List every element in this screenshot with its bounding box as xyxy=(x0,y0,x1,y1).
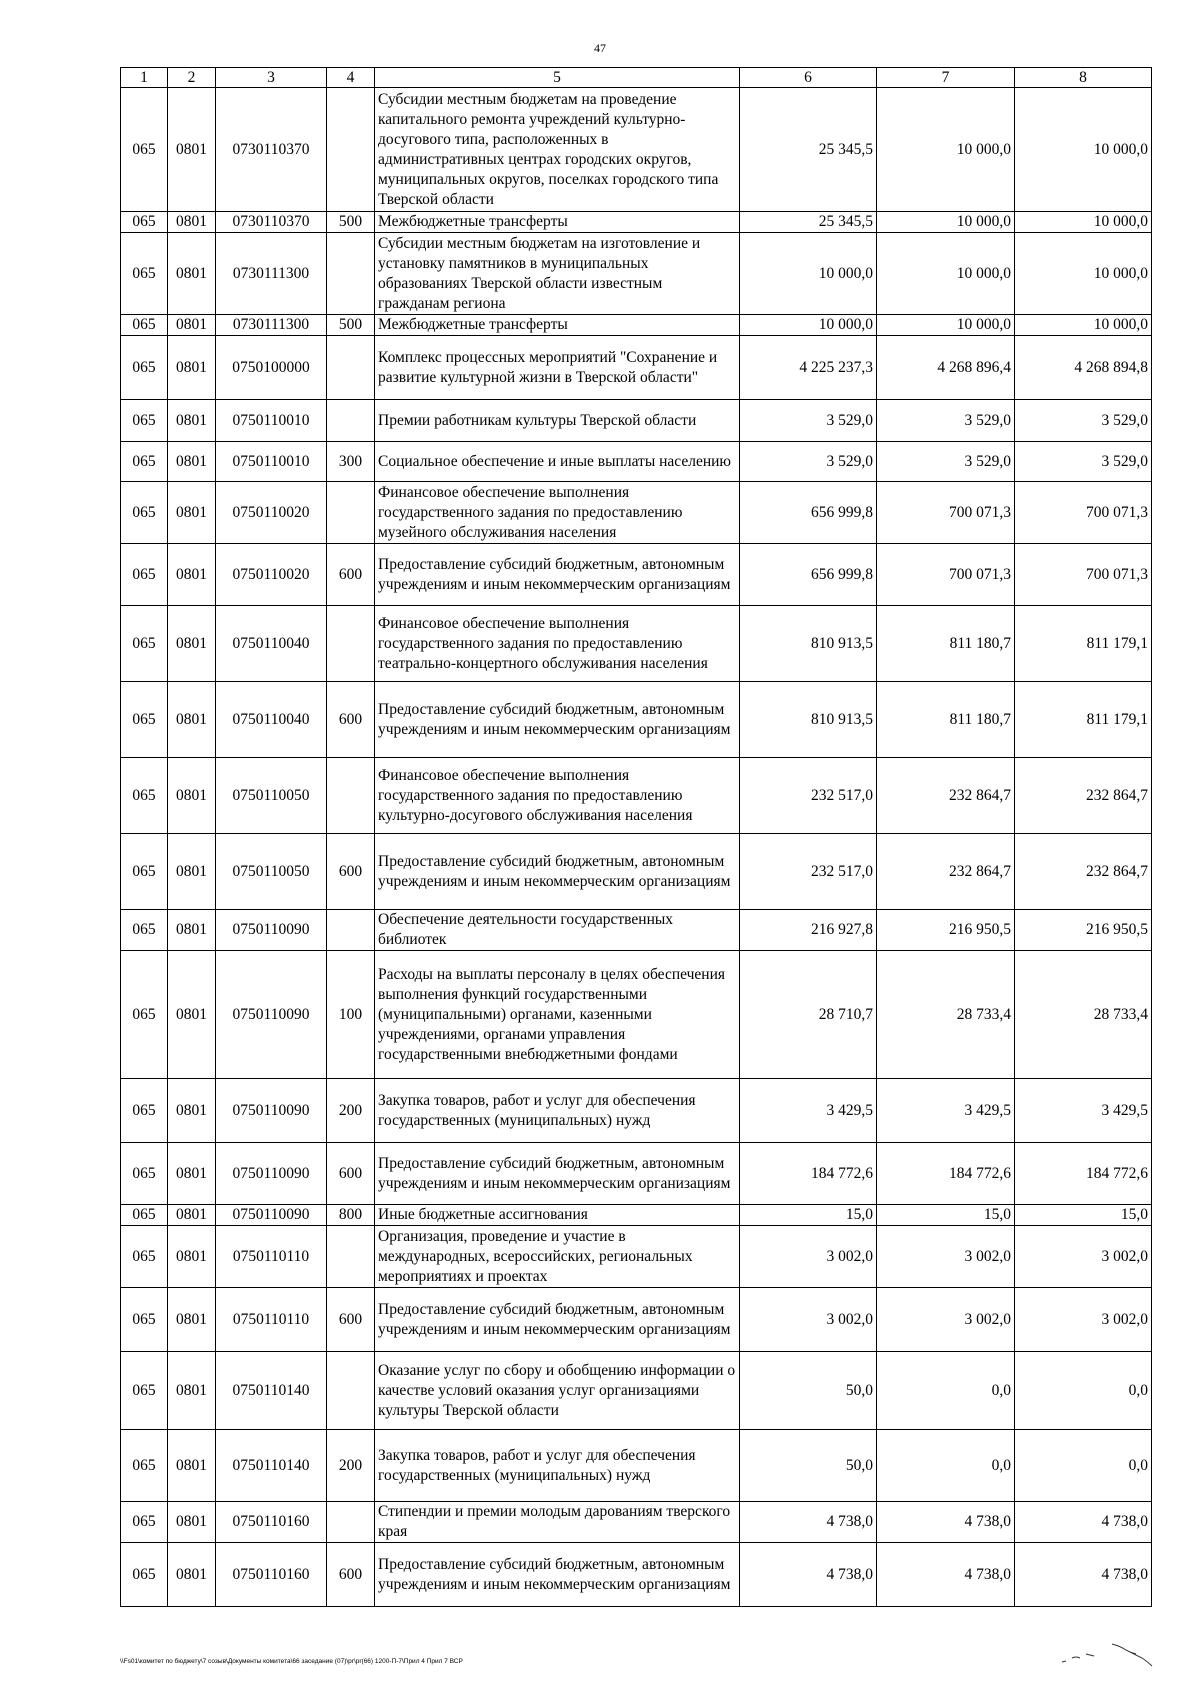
cell-expense-type xyxy=(327,910,375,951)
cell-amount-col7: 4 268 896,4 xyxy=(877,336,1015,400)
cell-department: 065 xyxy=(121,1205,168,1226)
cell-target-code: 0750110160 xyxy=(216,1502,327,1543)
cell-expense-type: 600 xyxy=(327,544,375,606)
cell-expense-type xyxy=(327,1502,375,1543)
cell-amount-col7: 3 529,0 xyxy=(877,442,1015,482)
cell-amount-col8: 3 429,5 xyxy=(1015,1079,1152,1143)
table-row xyxy=(121,442,1152,482)
cell-description: Закупка товаров, работ и услуг для обеспечения государственных (муниципальных) нужд xyxy=(375,1430,740,1502)
cell-target-code: 0750110040 xyxy=(216,682,327,758)
cell-description: Предоставление субсидий бюджетным, автономным учреждениям и иным некоммерческим организациям xyxy=(375,1288,740,1352)
cell-amount-col8: 0,0 xyxy=(1015,1430,1152,1502)
cell-description: Закупка товаров, работ и услуг для обеспечения государственных (муниципальных) нужд xyxy=(375,1079,740,1143)
cell-department: 065 xyxy=(121,1143,168,1205)
cell-department: 065 xyxy=(121,544,168,606)
cell-section: 0801 xyxy=(168,1430,216,1502)
cell-expense-type: 200 xyxy=(327,1079,375,1143)
cell-department: 065 xyxy=(121,212,168,233)
cell-expense-type xyxy=(327,88,375,212)
cell-amount-col7: 10 000,0 xyxy=(877,315,1015,336)
cell-amount-col6: 656 999,8 xyxy=(740,482,877,544)
cell-target-code: 0750110090 xyxy=(216,1205,327,1226)
cell-department: 065 xyxy=(121,1502,168,1543)
cell-target-code: 0750110160 xyxy=(216,1543,327,1607)
cell-amount-col6: 656 999,8 xyxy=(740,544,877,606)
cell-expense-type xyxy=(327,336,375,400)
cell-expense-type: 600 xyxy=(327,1288,375,1352)
cell-description: Межбюджетные трансферты xyxy=(375,212,740,233)
cell-amount-col7: 4 738,0 xyxy=(877,1543,1015,1607)
cell-amount-col7: 0,0 xyxy=(877,1430,1015,1502)
cell-amount-col7: 184 772,6 xyxy=(877,1143,1015,1205)
table-row xyxy=(121,606,1152,682)
cell-amount-col6: 3 002,0 xyxy=(740,1288,877,1352)
cell-description: Расходы на выплаты персоналу в целях обеспечения выполнения функций государственными (муниципальными) органами, казенными учреждениями, органами управления государственными внебюджетными фондами xyxy=(375,951,740,1079)
cell-amount-col7: 811 180,7 xyxy=(877,682,1015,758)
cell-description: Оказание услуг по сбору и обобщению информации о качестве условий оказания услуг организациями культуры Тверской области xyxy=(375,1352,740,1430)
cell-section: 0801 xyxy=(168,233,216,315)
cell-department: 065 xyxy=(121,606,168,682)
table-row xyxy=(121,233,1152,315)
cell-amount-col7: 3 429,5 xyxy=(877,1079,1015,1143)
table-row xyxy=(121,1288,1152,1352)
cell-target-code: 0730111300 xyxy=(216,315,327,336)
cell-amount-col7: 15,0 xyxy=(877,1205,1015,1226)
cell-target-code: 0750110110 xyxy=(216,1288,327,1352)
cell-amount-col8: 811 179,1 xyxy=(1015,606,1152,682)
cell-department: 065 xyxy=(121,682,168,758)
cell-description: Предоставление субсидий бюджетным, автономным учреждениям и иным некоммерческим организациям xyxy=(375,1143,740,1205)
cell-amount-col6: 3 529,0 xyxy=(740,400,877,442)
cell-amount-col8: 0,0 xyxy=(1015,1352,1152,1430)
cell-description: Предоставление субсидий бюджетным, автономным учреждениям и иным некоммерческим организациям xyxy=(375,834,740,910)
cell-description: Комплекс процессных мероприятий "Сохранение и развитие культурной жизни в Тверской области" xyxy=(375,336,740,400)
cell-amount-col8: 3 002,0 xyxy=(1015,1226,1152,1288)
cell-target-code: 0730110370 xyxy=(216,88,327,212)
cell-amount-col7: 811 180,7 xyxy=(877,606,1015,682)
table-row xyxy=(121,1430,1152,1502)
cell-amount-col7: 4 738,0 xyxy=(877,1502,1015,1543)
table-row xyxy=(121,1226,1152,1288)
column-header: 5 xyxy=(375,68,740,88)
cell-description: Стипендии и премии молодым дарованиям тверского края xyxy=(375,1502,740,1543)
cell-description: Обеспечение деятельности государственных библиотек xyxy=(375,910,740,951)
cell-amount-col8: 3 529,0 xyxy=(1015,442,1152,482)
cell-section: 0801 xyxy=(168,1543,216,1607)
table-row xyxy=(121,834,1152,910)
cell-description: Финансовое обеспечение выполнения государственного задания по предоставлению культурно-досугового обслуживания населения xyxy=(375,758,740,834)
cell-section: 0801 xyxy=(168,910,216,951)
table-body xyxy=(121,88,1152,1607)
column-number-row xyxy=(121,68,1152,88)
cell-expense-type xyxy=(327,758,375,834)
cell-target-code: 0750110140 xyxy=(216,1352,327,1430)
cell-amount-col7: 10 000,0 xyxy=(877,233,1015,315)
cell-amount-col8: 3 002,0 xyxy=(1015,1288,1152,1352)
cell-section: 0801 xyxy=(168,1143,216,1205)
cell-amount-col6: 3 429,5 xyxy=(740,1079,877,1143)
cell-description: Предоставление субсидий бюджетным, автономным учреждениям и иным некоммерческим организациям xyxy=(375,682,740,758)
cell-amount-col8: 10 000,0 xyxy=(1015,315,1152,336)
cell-target-code: 0750110090 xyxy=(216,1079,327,1143)
cell-amount-col8: 4 738,0 xyxy=(1015,1543,1152,1607)
table-row xyxy=(121,1543,1152,1607)
cell-expense-type: 100 xyxy=(327,951,375,1079)
cell-description: Предоставление субсидий бюджетным, автономным учреждениям и иным некоммерческим организациям xyxy=(375,544,740,606)
cell-expense-type xyxy=(327,606,375,682)
cell-amount-col6: 4 738,0 xyxy=(740,1543,877,1607)
cell-target-code: 0750110050 xyxy=(216,758,327,834)
cell-target-code: 0750110090 xyxy=(216,1143,327,1205)
cell-amount-col8: 15,0 xyxy=(1015,1205,1152,1226)
cell-department: 065 xyxy=(121,834,168,910)
cell-amount-col7: 10 000,0 xyxy=(877,212,1015,233)
cell-amount-col8: 10 000,0 xyxy=(1015,88,1152,212)
cell-section: 0801 xyxy=(168,212,216,233)
cell-amount-col8: 4 268 894,8 xyxy=(1015,336,1152,400)
cell-description: Финансовое обеспечение выполнения государственного задания по предоставлению театрально-концертного обслуживания населения xyxy=(375,606,740,682)
cell-department: 065 xyxy=(121,88,168,212)
cell-amount-col6: 28 710,7 xyxy=(740,951,877,1079)
cell-amount-col6: 184 772,6 xyxy=(740,1143,877,1205)
cell-section: 0801 xyxy=(168,442,216,482)
cell-amount-col8: 28 733,4 xyxy=(1015,951,1152,1079)
table-row xyxy=(121,88,1152,212)
cell-amount-col7: 0,0 xyxy=(877,1352,1015,1430)
cell-target-code: 0750100000 xyxy=(216,336,327,400)
budget-table xyxy=(120,67,1152,1607)
signature-mark xyxy=(1060,1632,1155,1677)
cell-section: 0801 xyxy=(168,1226,216,1288)
cell-amount-col8: 811 179,1 xyxy=(1015,682,1152,758)
cell-amount-col8: 10 000,0 xyxy=(1015,233,1152,315)
cell-amount-col6: 25 345,5 xyxy=(740,88,877,212)
cell-amount-col6: 4 738,0 xyxy=(740,1502,877,1543)
cell-description: Иные бюджетные ассигнования xyxy=(375,1205,740,1226)
column-header: 1 xyxy=(121,68,168,88)
cell-section: 0801 xyxy=(168,1352,216,1430)
cell-expense-type xyxy=(327,233,375,315)
table-row xyxy=(121,1079,1152,1143)
cell-expense-type: 600 xyxy=(327,834,375,910)
cell-amount-col8: 700 071,3 xyxy=(1015,544,1152,606)
page-number: 47 xyxy=(594,41,606,55)
cell-target-code: 0750110110 xyxy=(216,1226,327,1288)
cell-department: 065 xyxy=(121,910,168,951)
table-row xyxy=(121,1143,1152,1205)
cell-amount-col6: 216 927,8 xyxy=(740,910,877,951)
cell-amount-col8: 184 772,6 xyxy=(1015,1143,1152,1205)
cell-expense-type: 500 xyxy=(327,212,375,233)
cell-description: Премии работникам культуры Тверской области xyxy=(375,400,740,442)
cell-expense-type: 800 xyxy=(327,1205,375,1226)
cell-section: 0801 xyxy=(168,1079,216,1143)
cell-description: Финансовое обеспечение выполнения государственного задания по предоставлению музейного обслуживания населения xyxy=(375,482,740,544)
cell-amount-col6: 50,0 xyxy=(740,1430,877,1502)
cell-expense-type: 600 xyxy=(327,682,375,758)
cell-amount-col6: 25 345,5 xyxy=(740,212,877,233)
cell-section: 0801 xyxy=(168,482,216,544)
cell-amount-col6: 10 000,0 xyxy=(740,233,877,315)
cell-amount-col6: 15,0 xyxy=(740,1205,877,1226)
cell-target-code: 0750110090 xyxy=(216,951,327,1079)
table-row xyxy=(121,336,1152,400)
table-row xyxy=(121,951,1152,1079)
cell-amount-col6: 3 002,0 xyxy=(740,1226,877,1288)
cell-target-code: 0730110370 xyxy=(216,212,327,233)
cell-amount-col7: 232 864,7 xyxy=(877,834,1015,910)
cell-expense-type: 600 xyxy=(327,1143,375,1205)
cell-amount-col7: 10 000,0 xyxy=(877,88,1015,212)
cell-target-code: 0750110050 xyxy=(216,834,327,910)
table-row xyxy=(121,1502,1152,1543)
cell-amount-col7: 3 002,0 xyxy=(877,1288,1015,1352)
cell-section: 0801 xyxy=(168,606,216,682)
column-header: 2 xyxy=(168,68,216,88)
column-header: 8 xyxy=(1015,68,1152,88)
cell-section: 0801 xyxy=(168,88,216,212)
column-header: 7 xyxy=(877,68,1015,88)
table-row xyxy=(121,682,1152,758)
footer-file-path: \\Fs01\комитет по бюджету\7 созыв\Документы комитета\66 заседание (07)\pr\pr(66) 1200-П-7\Прил 4 Прил 7 ВСР xyxy=(120,1658,463,1665)
cell-department: 065 xyxy=(121,482,168,544)
cell-section: 0801 xyxy=(168,1205,216,1226)
cell-department: 065 xyxy=(121,1288,168,1352)
cell-amount-col7: 3 002,0 xyxy=(877,1226,1015,1288)
cell-amount-col7: 3 529,0 xyxy=(877,400,1015,442)
cell-expense-type xyxy=(327,1352,375,1430)
cell-expense-type: 600 xyxy=(327,1543,375,1607)
cell-section: 0801 xyxy=(168,544,216,606)
cell-amount-col6: 810 913,5 xyxy=(740,682,877,758)
table-row xyxy=(121,1352,1152,1430)
cell-section: 0801 xyxy=(168,1288,216,1352)
cell-description: Предоставление субсидий бюджетным, автономным учреждениям и иным некоммерческим организациям xyxy=(375,1543,740,1607)
cell-section: 0801 xyxy=(168,315,216,336)
table-row xyxy=(121,758,1152,834)
cell-amount-col7: 700 071,3 xyxy=(877,482,1015,544)
cell-section: 0801 xyxy=(168,834,216,910)
column-header: 6 xyxy=(740,68,877,88)
cell-amount-col8: 10 000,0 xyxy=(1015,212,1152,233)
cell-amount-col6: 810 913,5 xyxy=(740,606,877,682)
cell-target-code: 0750110010 xyxy=(216,400,327,442)
cell-target-code: 0730111300 xyxy=(216,233,327,315)
cell-amount-col8: 232 864,7 xyxy=(1015,834,1152,910)
cell-target-code: 0750110020 xyxy=(216,482,327,544)
cell-amount-col8: 3 529,0 xyxy=(1015,400,1152,442)
cell-target-code: 0750110090 xyxy=(216,910,327,951)
cell-department: 065 xyxy=(121,1543,168,1607)
table-row xyxy=(121,315,1152,336)
cell-amount-col6: 50,0 xyxy=(740,1352,877,1430)
cell-department: 065 xyxy=(121,442,168,482)
cell-amount-col8: 700 071,3 xyxy=(1015,482,1152,544)
cell-department: 065 xyxy=(121,400,168,442)
cell-target-code: 0750110040 xyxy=(216,606,327,682)
cell-target-code: 0750110010 xyxy=(216,442,327,482)
cell-amount-col7: 216 950,5 xyxy=(877,910,1015,951)
cell-section: 0801 xyxy=(168,951,216,1079)
cell-amount-col8: 232 864,7 xyxy=(1015,758,1152,834)
cell-department: 065 xyxy=(121,1430,168,1502)
cell-amount-col6: 232 517,0 xyxy=(740,834,877,910)
cell-description: Организация, проведение и участие в международных, всероссийских, региональных мероприятиях и проектах xyxy=(375,1226,740,1288)
cell-expense-type: 500 xyxy=(327,315,375,336)
cell-amount-col8: 4 738,0 xyxy=(1015,1502,1152,1543)
table-row xyxy=(121,400,1152,442)
table-row xyxy=(121,482,1152,544)
cell-amount-col6: 10 000,0 xyxy=(740,315,877,336)
cell-section: 0801 xyxy=(168,1502,216,1543)
cell-target-code: 0750110140 xyxy=(216,1430,327,1502)
cell-expense-type: 200 xyxy=(327,1430,375,1502)
cell-department: 065 xyxy=(121,336,168,400)
cell-section: 0801 xyxy=(168,682,216,758)
column-header: 3 xyxy=(216,68,327,88)
cell-expense-type xyxy=(327,400,375,442)
cell-section: 0801 xyxy=(168,758,216,834)
cell-amount-col7: 700 071,3 xyxy=(877,544,1015,606)
table-row xyxy=(121,910,1152,951)
cell-amount-col6: 232 517,0 xyxy=(740,758,877,834)
cell-department: 065 xyxy=(121,1352,168,1430)
cell-department: 065 xyxy=(121,1079,168,1143)
cell-department: 065 xyxy=(121,315,168,336)
cell-description: Субсидии местным бюджетам на проведение капитального ремонта учреждений культурно-досугового типа, расположенных в административных центрах городских округов, муниципальных округов, поселках городского типа Тверской области xyxy=(375,88,740,212)
cell-department: 065 xyxy=(121,951,168,1079)
cell-department: 065 xyxy=(121,233,168,315)
cell-expense-type: 300 xyxy=(327,442,375,482)
cell-target-code: 0750110020 xyxy=(216,544,327,606)
cell-section: 0801 xyxy=(168,336,216,400)
table-row xyxy=(121,212,1152,233)
cell-expense-type xyxy=(327,482,375,544)
cell-amount-col8: 216 950,5 xyxy=(1015,910,1152,951)
cell-amount-col6: 4 225 237,3 xyxy=(740,336,877,400)
cell-expense-type xyxy=(327,1226,375,1288)
column-header: 4 xyxy=(327,68,375,88)
cell-department: 065 xyxy=(121,758,168,834)
cell-amount-col7: 28 733,4 xyxy=(877,951,1015,1079)
cell-department: 065 xyxy=(121,1226,168,1288)
table-row xyxy=(121,1205,1152,1226)
cell-amount-col7: 232 864,7 xyxy=(877,758,1015,834)
cell-section: 0801 xyxy=(168,400,216,442)
table-row xyxy=(121,544,1152,606)
cell-description: Межбюджетные трансферты xyxy=(375,315,740,336)
cell-amount-col6: 3 529,0 xyxy=(740,442,877,482)
cell-description: Социальное обеспечение и иные выплаты населению xyxy=(375,442,740,482)
cell-description: Субсидии местным бюджетам на изготовление и установку памятников в муниципальных образованиях Тверской области известным гражданам региона xyxy=(375,233,740,315)
